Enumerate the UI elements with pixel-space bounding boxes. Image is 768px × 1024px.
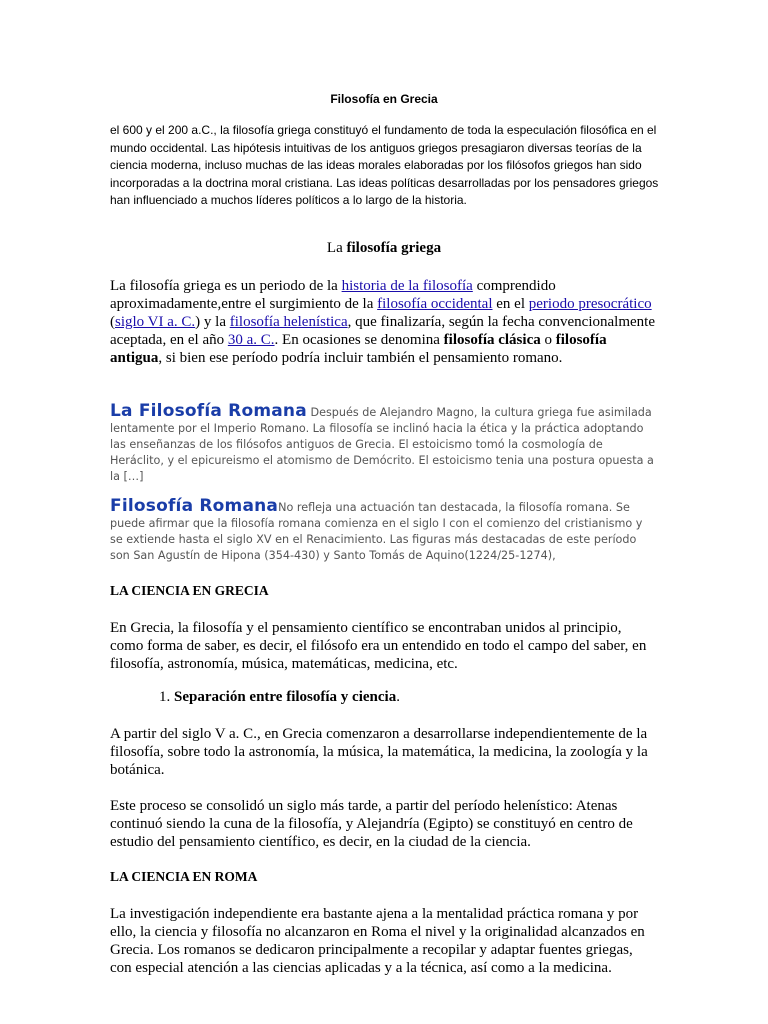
document-title: Filosofía en Grecia (330, 92, 438, 106)
heading-ciencia-grecia: LA CIENCIA EN GRECIA (110, 583, 269, 598)
list-item-tail: . (396, 689, 400, 705)
link-filosofia-occidental[interactable]: filosofía occidental (377, 296, 493, 312)
roman-excerpt-2 (110, 498, 658, 564)
intro-paragraph: el 600 y el 200 a.C., la filosofía griega constituyó el fundamento de toda la especulación filosófica en el mundo occidental. Las hipótesis intuitivas de los antiguos griegos presagiaron diversas teorías de la ciencia moderna, incluso muchas de las ideas morales elaboradas por los filósofos griegos han sido incorporadas a la doctrina moral cristiana. Las ideas políticas desarrolladas por los pensadores griegos han influenciado a muchos líderes políticos a lo largo de la historia. (110, 123, 659, 208)
roman-text-1: Después de Alejandro Magno, la cultura griega fue asimilada lentamente por el Imperio Romano. La filosofía se inclinó hacia la ética y la práctica adoptando las enseñanzas de los filósofos antiguos de Grecia. El estoicismo tomó la cosmología de Heráclito, y el epicureismo el atomismo de Demócrito. El estoicismo tenia una postura opuesta a la […] (110, 406, 654, 483)
numbered-list (134, 689, 400, 706)
section-title-filosofia-griega (0, 240, 768, 257)
text-span: , si bien ese período podría incluir también el pensamiento romano. (158, 350, 563, 366)
roman-text-2: No refleja una actuación tan destacada, la filosofía romana. Se puede afirmar que la filosofía romana comienza en el siglo I con el comienzo del cristianismo y se extiende hasta el siglo XV en el Renacimiento. Las figuras más destacadas de este período son San Agustín de Hipona (354-430) y Santo Tomás de Aquino(1224/25-1274), (110, 501, 643, 562)
text-span: comprendido aproximadamente,entre el surgimiento de la (110, 278, 556, 312)
heading-ciencia-roma: LA CIENCIA EN ROMA (110, 869, 258, 884)
section-title-prefix: La (326, 240, 347, 256)
text-span: en el (492, 296, 529, 312)
bold-filosofia-clasica: filosofía clásica (443, 332, 541, 348)
link-filosofia-helenistica[interactable]: filosofía helenística (229, 314, 348, 330)
link-siglo-vi-ac[interactable]: siglo VI a. C. (115, 314, 196, 330)
text-span: o (540, 332, 556, 348)
text-span: ( (110, 314, 115, 330)
paragraph-proceso: Este proceso se consolidó un siglo más tarde, a partir del período helenístico: Atenas continuó siendo la cuna de la filosofía, y Alejandría (Egipto) se constituyó en centro de estudio del pensamiento científico, es decir, en la ciudad de la ciencia. (110, 798, 633, 850)
text-span: La filosofía griega es un periodo de la (110, 278, 342, 294)
paragraph-ciencia-roma: La investigación independiente era bastante ajena a la mentalidad práctica romana y por ello, la ciencia y filosofía no alcanzaron en Roma el nivel y la originalidad alcanzados en Grecia. Los romanos se dedicaron principalmente a recopilar y adaptar fuentes griegas, con especial atención a las ciencias aplicadas y a la técnica, así como a la medicina. (110, 906, 645, 976)
paragraph-siglo-v: A partir del siglo V a. C., en Grecia comenzaron a desarrollarse independientemente de la filosofía, sobre todo la astronomía, la música, la matemática, la medicina, la zoología y la botánica. (110, 726, 648, 778)
bold-filosofia-antigua: filosofía antigua (110, 332, 607, 366)
link-historia-de-la-filosofia[interactable]: historia de la filosofía (341, 278, 473, 294)
list-item-bold: Separación entre filosofía y ciencia (174, 689, 397, 705)
list-item (174, 689, 400, 706)
text-span: . En ocasiones se denomina (274, 332, 444, 348)
paragraph-ciencia-grecia: En Grecia, la filosofía y el pensamiento científico se encontraban unidos al principio, como forma de saber, es decir, el filósofo era un entendido en todo el campo del saber, en filosofía, astronomía, música, matemáticas, medicina, etc. (110, 620, 647, 672)
text-span: , que finalizaría, según la fecha convencionalmente aceptada, en el año (110, 314, 655, 348)
text-span: ) y la (195, 314, 230, 330)
roman-heading-1: La Filosofía Romana (110, 401, 307, 421)
section-title-bold: filosofía griega (346, 240, 442, 256)
link-periodo-presocratico[interactable]: periodo presocrático (528, 296, 652, 312)
roman-heading-2: Filosofía Romana (110, 496, 279, 516)
roman-excerpt-1 (110, 403, 658, 485)
link-30-ac[interactable]: 30 a. C. (227, 332, 275, 348)
paragraph-filosofia-griega (110, 277, 658, 367)
